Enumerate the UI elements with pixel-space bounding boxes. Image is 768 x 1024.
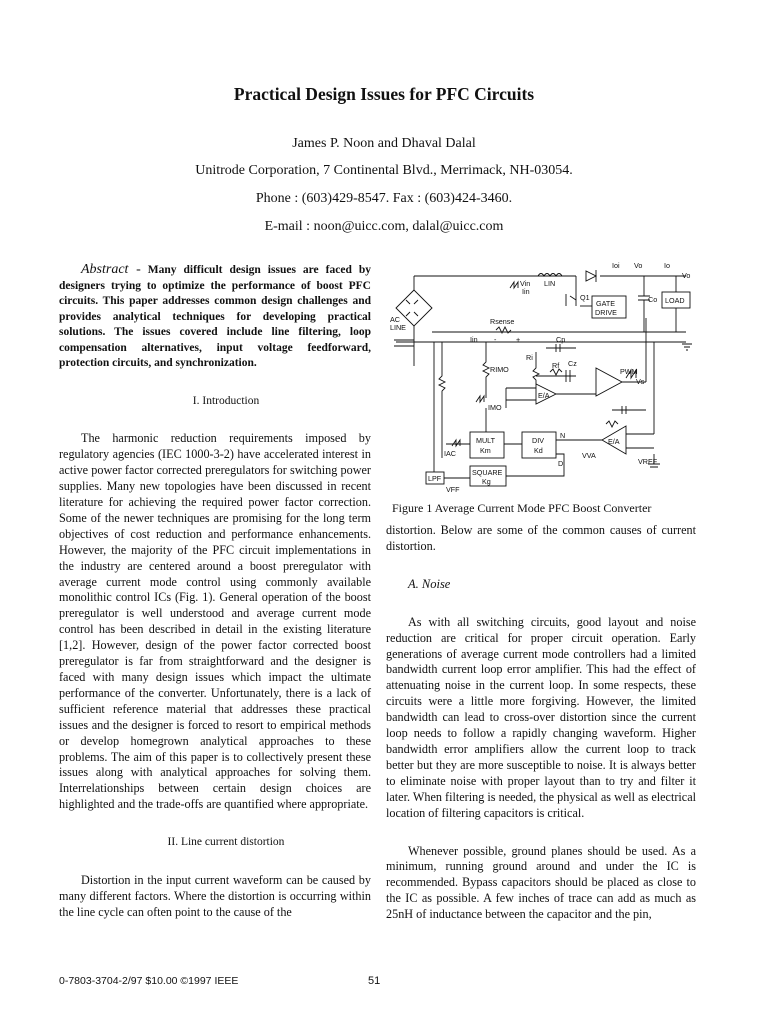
line-current-text-continued: distortion. Below are some of the common causes of current distortion. xyxy=(386,523,696,553)
svg-text:GATE: GATE xyxy=(596,299,616,308)
svg-text:DRIVE: DRIVE xyxy=(595,308,617,317)
svg-text:Vo: Vo xyxy=(634,261,643,270)
svg-text:MULT: MULT xyxy=(476,436,496,445)
svg-text:Vo: Vo xyxy=(682,271,691,280)
svg-text:Ri: Ri xyxy=(526,353,533,362)
email: E-mail : noon@uicc.com, dalal@uicc.com xyxy=(264,219,504,234)
svg-text:Kd: Kd xyxy=(534,446,543,455)
section-heading-introduction: I. Introduction xyxy=(192,394,260,407)
svg-text:IAC: IAC xyxy=(444,449,456,458)
svg-text:Ioi: Ioi xyxy=(612,261,620,270)
svg-text:AC: AC xyxy=(390,315,400,324)
svg-text:Io: Io xyxy=(664,261,670,270)
abstract-label: Abstract - xyxy=(81,262,141,277)
svg-text:Iin: Iin xyxy=(470,335,478,344)
subsection-heading-noise: A. Noise xyxy=(408,576,451,591)
noise-text-2: Whenever possible, ground planes should be used. As a minimum, running ground around and under the IC is recommended. Bypass capacitors should be placed as close to the IC as possible. A few inches of trace can add as much as 25nH of inductance between the capacitor and the pin, xyxy=(386,843,696,922)
svg-text:VFF: VFF xyxy=(446,485,460,494)
svg-text:LIN: LIN xyxy=(544,279,556,288)
svg-text:E/A: E/A xyxy=(538,391,550,400)
svg-text:VVA: VVA xyxy=(582,451,596,460)
svg-text:Vs: Vs xyxy=(636,377,645,386)
svg-text:Kg: Kg xyxy=(482,477,491,486)
svg-text:Cp: Cp xyxy=(556,335,566,344)
svg-text:IMO: IMO xyxy=(488,403,502,412)
svg-text:Vin: Vin xyxy=(520,279,531,288)
introduction-text: The harmonic reduction requirements imposed by regulatory agencies (IEC 1000-3-2) have accelerated interest in active power factor corrected preregulators for switching power supplies. Many new topologies have been discussed in recent literature for achieving the required power factor correction. Some of the newer techniques are promising for the long term objectives of cost reduction and performance enhancements. However, the majority of the PFC circuit implementations in the industry are centered around a boost preregulator with average current mode control using commonly available monolithic control ICs (Fig. 1). General operation of the boost preregulator is well understood and average current mode control has been described in detail in the existing literature [1,2]. However, design of the power factor corrected boost preregulator is far from straightforward and the designer is faced with many design issues which impact the ultimate performance of the converter. Unfortunately, there is a lack of sufficient reference material that addresses these practical issues and the designer is forced to resort to empirical methods or develop homegrown analytical approaches to these problems. The aim of this paper is to collectively present these issues along with analytical approaches for solving them. Interrelationships between certain design choices are highlighted and the trade-offs are quantified where appropriate. xyxy=(59,431,371,812)
svg-text:D: D xyxy=(558,459,564,468)
abstract-text: Many difficult design issues are faced by designers trying to optimize the performance of boost PFC circuits. This paper addresses common design challenges and provides analytical techniques for developing practical solutions. The issues covered include line filtering, loop compensation alternatives, input voltage feedforward, protection circuits, and synchronization. xyxy=(59,264,371,369)
svg-text:+: + xyxy=(516,335,521,344)
svg-text:LINE: LINE xyxy=(390,323,406,332)
figure-caption: Figure 1 Average Current Mode PFC Boost Converter xyxy=(392,501,652,515)
boost-converter-schematic xyxy=(386,258,698,498)
line-current-text: Distortion in the input current waveform can be caused by many different factors. Where the distortion is occurring within the line cycle can often point to the cause of the xyxy=(59,873,371,919)
svg-text:VREF: VREF xyxy=(638,457,658,466)
abstract xyxy=(59,262,371,372)
svg-text:LPF: LPF xyxy=(428,474,442,483)
copyright-footer: 0-7803-3704-2/97 $10.00 ©1997 IEEE xyxy=(59,975,239,987)
noise-text-1: As with all switching circuits, good layout and noise reduction are critical for proper circuit operation. Early generations of average current mode controllers had a limited bandwidth current loop error amplifier. This had the effect of attenuating noise in the current loop. In some respects, these circuits were a little more forgiving. However, the limited bandwidth can lead to cross-over distortion since the current loop needs to follow a rapidly changing waveform. Higher bandwidth error amplifiers allow the current loop to track better but they are more susceptible to noise. It is always better to eliminate noise with proper layout than to try and filter it later. When filtering is needed, the physical as well as electrical location of filtering capacitors is critical. xyxy=(386,614,696,820)
svg-text:SQUARE: SQUARE xyxy=(472,468,503,477)
page-number: 51 xyxy=(368,975,381,987)
right-column xyxy=(386,523,696,923)
svg-text:Q1: Q1 xyxy=(580,293,590,302)
svg-text:PWM: PWM xyxy=(620,367,638,376)
svg-text:Rsense: Rsense xyxy=(490,317,515,326)
svg-text:-: - xyxy=(494,335,497,344)
svg-text:Rf: Rf xyxy=(552,361,560,370)
svg-text:Cz: Cz xyxy=(568,359,577,368)
phone-fax: Phone : (603)429-8547. Fax : (603)424-3460. xyxy=(255,191,513,206)
svg-text:LOAD: LOAD xyxy=(665,296,685,305)
affiliation: Unitrode Corporation, 7 Continental Blvd., Merrimack, NH-03054. xyxy=(195,163,573,178)
section-heading-line-current: II. Line current distortion xyxy=(167,836,285,849)
svg-text:Km: Km xyxy=(480,446,491,455)
svg-text:RIMO: RIMO xyxy=(490,365,509,374)
svg-text:E/A: E/A xyxy=(608,437,620,446)
svg-text:N: N xyxy=(560,431,566,440)
svg-text:Iin: Iin xyxy=(522,287,530,296)
left-column xyxy=(59,262,371,921)
authors: James P. Noon and Dhaval Dalal xyxy=(292,136,476,151)
svg-text:DIV: DIV xyxy=(532,436,544,445)
paper-title: Practical Design Issues for PFC Circuits xyxy=(233,84,535,104)
svg-text:Co: Co xyxy=(648,295,658,304)
